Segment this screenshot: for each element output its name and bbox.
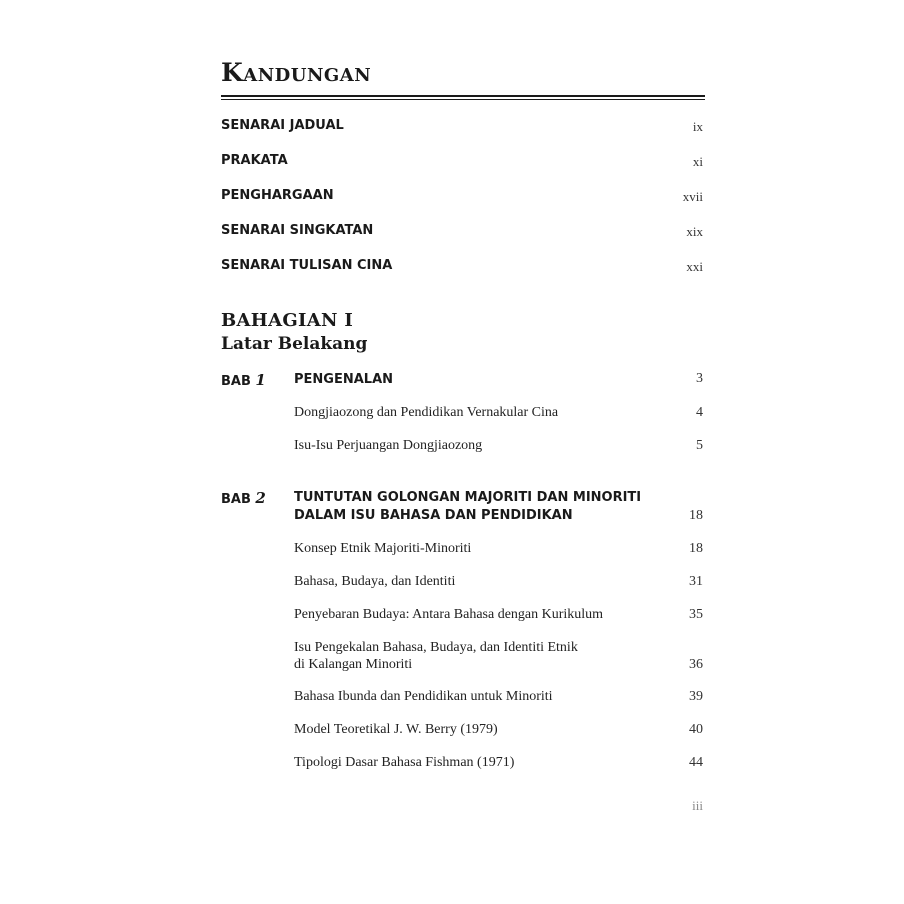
entry-page-number: xi	[692, 154, 703, 169]
chapter-entry[interactable]	[221, 489, 705, 527]
chapter-label: BAB 2	[221, 489, 266, 507]
front-matter-entry[interactable]	[221, 118, 705, 138]
part-subtitle: Latar Belakang	[221, 334, 368, 354]
entry-page-number: ix	[692, 119, 703, 134]
entry-label: PRAKATA	[221, 153, 288, 168]
section-title: Penyebaran Budaya: Antara Bahasa dengan Kurikulum	[294, 607, 604, 622]
section-page-number: 39	[689, 689, 703, 704]
section-title: Bahasa, Budaya, dan Identiti	[294, 574, 456, 589]
entry-label: PENGHARGAAN	[221, 188, 334, 203]
folio-page-number: iii	[692, 798, 703, 813]
entry-label: SENARAI JADUAL	[221, 118, 344, 133]
section-entry[interactable]	[294, 540, 705, 557]
section-entry[interactable]	[294, 639, 705, 673]
title-rule-thin	[221, 99, 705, 100]
title-rule-thick	[221, 95, 705, 97]
chapter-page-number: 3	[696, 371, 703, 386]
chapter-entry[interactable]	[221, 371, 705, 391]
section-page-number: 5	[696, 438, 703, 453]
section-title: Isu-Isu Perjuangan Dongjiaozong	[294, 438, 483, 453]
section-entry[interactable]	[294, 437, 705, 454]
section-entry[interactable]	[294, 573, 705, 590]
section-page-number: 4	[696, 405, 703, 420]
chapter-title: TUNTUTAN GOLONGAN MAJORITI DAN MINORITI DALAM ISU BAHASA DAN PENDIDIKAN	[294, 490, 642, 523]
section-entry[interactable]	[294, 404, 705, 421]
entry-page-number: xxi	[686, 259, 703, 274]
chapter-label: BAB 1	[221, 371, 266, 389]
section-page-number: 35	[689, 607, 703, 622]
part-title: BAHAGIAN I	[221, 310, 354, 331]
section-title: Isu Pengekalan Bahasa, Budaya, dan Identiti Etnik di Kalangan Minoriti	[294, 640, 578, 672]
section-title: Dongjiaozong dan Pendidikan Vernakular Cina	[294, 405, 559, 420]
section-page-number: 40	[689, 722, 703, 737]
entry-page-number: xvii	[682, 189, 703, 204]
page-title: Kandungan	[221, 58, 372, 87]
chapter-title: PENGENALAN	[294, 372, 394, 387]
chapter-page-number: 18	[689, 508, 703, 523]
section-page-number: 18	[689, 541, 703, 556]
entry-label: SENARAI TULISAN CINA	[221, 258, 393, 273]
chapter-number: 2	[255, 489, 266, 507]
section-entry[interactable]	[294, 688, 705, 705]
entry-label: SENARAI SINGKATAN	[221, 223, 374, 238]
section-entry[interactable]	[294, 721, 705, 738]
toc-page	[221, 0, 705, 904]
section-entry[interactable]	[294, 606, 705, 623]
section-title: Bahasa Ibunda dan Pendidikan untuk Minoriti	[294, 689, 553, 704]
section-page-number: 31	[689, 574, 703, 589]
front-matter-entry[interactable]	[221, 223, 705, 243]
front-matter-entry[interactable]	[221, 153, 705, 173]
front-matter-entry[interactable]	[221, 258, 705, 278]
front-matter-entry[interactable]	[221, 188, 705, 208]
section-entry[interactable]	[294, 754, 705, 771]
entry-page-number: xix	[686, 224, 703, 239]
section-title: Tipologi Dasar Bahasa Fishman (1971)	[294, 755, 515, 770]
section-title: Konsep Etnik Majoriti-Minoriti	[294, 541, 472, 556]
chapter-number: 1	[255, 371, 266, 389]
section-title: Model Teoretikal J. W. Berry (1979)	[294, 722, 498, 737]
section-page-number: 44	[689, 755, 703, 770]
section-page-number: 36	[689, 657, 703, 672]
